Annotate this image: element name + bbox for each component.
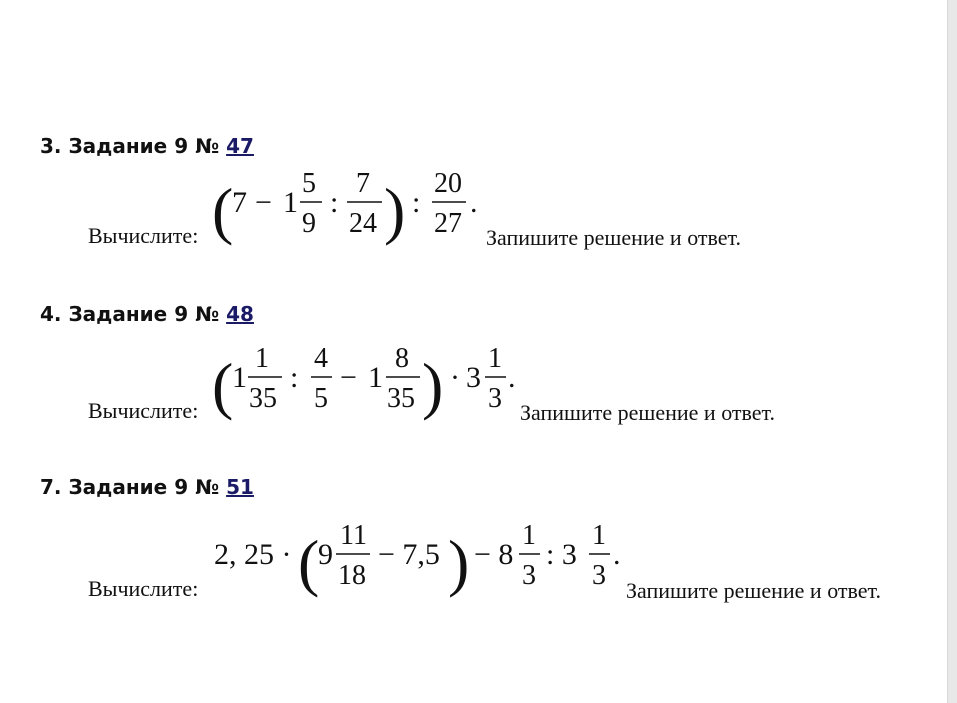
fraction-numerator: 5 (302, 168, 316, 199)
expr-operator: − 7,5 (378, 538, 440, 571)
fraction-numerator: 1 (522, 520, 536, 551)
answer-instruction: Запишите решение и ответ. (486, 225, 741, 250)
task-id-link[interactable]: 48 (226, 302, 254, 326)
paren-left: ( (212, 350, 234, 421)
task-title: 3. Задание 9 № (40, 134, 220, 158)
expr-operator: : (330, 186, 339, 219)
fraction-denominator: 35 (249, 383, 277, 414)
fraction-numerator: 1 (592, 520, 606, 551)
paren-right: ) (448, 527, 470, 598)
expr-end: . (508, 361, 516, 394)
fraction-denominator: 27 (434, 208, 462, 239)
expr-operator: − (255, 186, 272, 219)
fraction-denominator: 18 (338, 560, 366, 591)
fraction-denominator: 3 (592, 560, 606, 591)
fraction-denominator: 3 (522, 560, 536, 591)
expr-number: 1 (368, 361, 383, 394)
math-expression (210, 160, 490, 250)
task-title: 4. Задание 9 № (40, 302, 220, 326)
fraction-denominator: 24 (349, 208, 377, 239)
task-heading (40, 477, 254, 497)
fraction-numerator: 1 (488, 343, 502, 374)
expr-operator: − (340, 361, 357, 394)
compute-prompt: Вычислите: (88, 223, 199, 248)
fraction-denominator: 3 (488, 383, 502, 414)
expr-number: 7 (232, 186, 247, 219)
fraction-denominator: 35 (387, 383, 415, 414)
task-heading (40, 304, 254, 324)
fraction-denominator: 5 (314, 383, 328, 414)
fraction-numerator: 8 (395, 343, 409, 374)
fraction-numerator: 4 (314, 343, 328, 374)
paren-left: ( (298, 527, 320, 598)
expr-number: 3 (466, 361, 481, 394)
compute-prompt: Вычислите: (88, 398, 199, 423)
paren-right: ) (384, 175, 406, 246)
task-heading (40, 136, 254, 156)
task-id-link[interactable]: 51 (226, 475, 254, 499)
expr-operator: : 3 (546, 538, 577, 571)
expr-operator: : (290, 361, 299, 394)
paren-left: ( (212, 175, 234, 246)
scrollbar[interactable] (947, 0, 957, 703)
expr-operator: · (450, 361, 460, 394)
expr-number: 9 (318, 538, 333, 571)
task-id-link[interactable]: 47 (226, 134, 254, 158)
fraction-numerator: 1 (255, 343, 269, 374)
expr-end: . (613, 538, 621, 571)
task-title: 7. Задание 9 № (40, 475, 220, 499)
paren-right: ) (422, 350, 444, 421)
expr-operator: − 8 (474, 538, 514, 571)
fraction-denominator: 9 (302, 208, 316, 239)
expr-number: 1 (283, 186, 298, 219)
expr-number: 2, 25 · (214, 538, 292, 571)
math-expression (210, 335, 525, 425)
fraction-numerator: 11 (340, 520, 367, 551)
answer-instruction: Запишите решение и ответ. (520, 400, 775, 425)
answer-instruction: Запишите решение и ответ. (626, 578, 881, 603)
expr-number: 1 (232, 361, 247, 394)
fraction-numerator: 7 (356, 168, 370, 199)
compute-prompt: Вычислите: (88, 576, 199, 601)
expr-end: . (470, 186, 478, 219)
expr-operator: : (412, 186, 421, 219)
math-expression (212, 512, 632, 602)
fraction-numerator: 20 (434, 168, 462, 199)
